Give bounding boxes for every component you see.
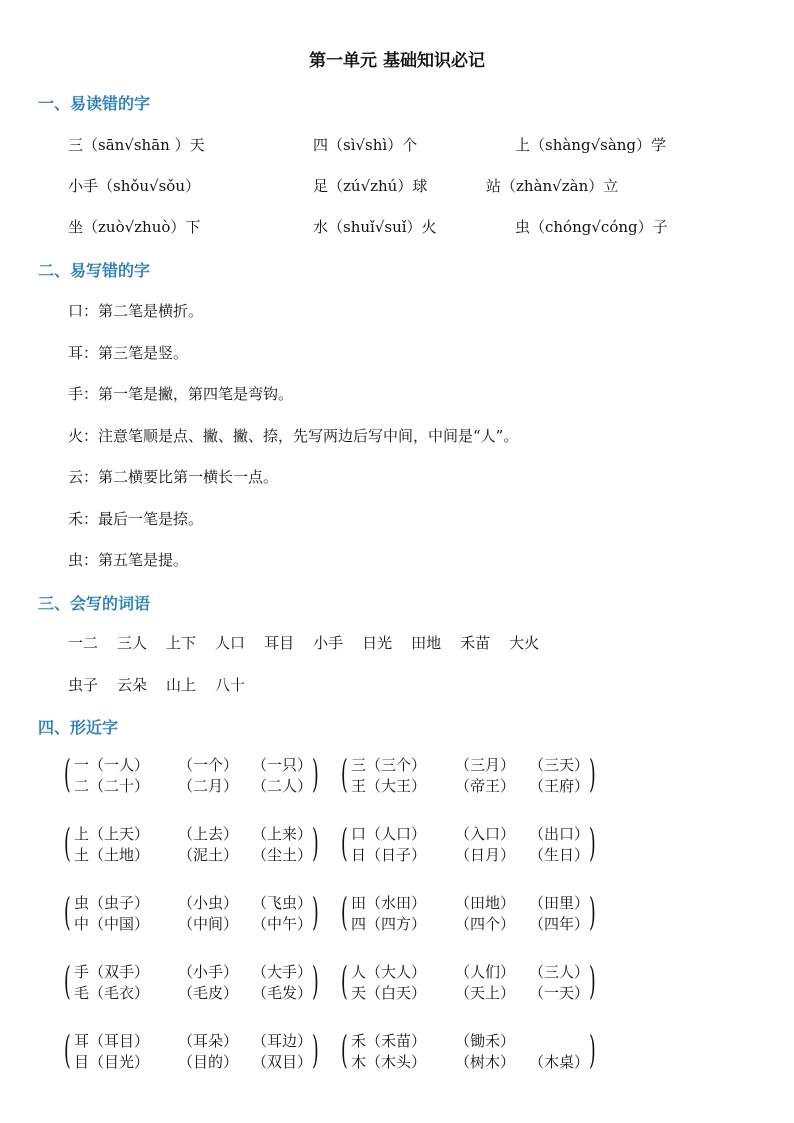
similar-word: （二月） <box>178 777 239 795</box>
word-row <box>68 632 558 653</box>
word: 人口 <box>215 634 246 652</box>
word: 八十 <box>215 676 246 694</box>
similar-word: 毛（毛衣） <box>74 984 150 1002</box>
similar-word: （四年） <box>529 915 590 933</box>
similar-group <box>341 754 601 798</box>
similar-word: （毛皮） <box>178 984 239 1002</box>
write-item: 口：第二笔是横折。 <box>68 302 204 320</box>
right-brace: ) <box>312 752 319 796</box>
similar-row <box>74 1030 326 1052</box>
similar-group <box>341 961 601 1005</box>
word: 耳目 <box>264 634 295 652</box>
similar-row <box>351 775 603 797</box>
similar-word: （木桌） <box>529 1053 590 1071</box>
similar-row <box>351 892 603 914</box>
similar-word: （田里） <box>529 894 590 912</box>
word: 云朵 <box>117 676 148 694</box>
similar-word: （一只） <box>252 756 313 774</box>
similar-word: （一天） <box>529 984 590 1002</box>
similar-word: 上（上天） <box>74 825 150 843</box>
similar-row <box>74 982 326 1004</box>
right-brace: ) <box>312 1028 319 1072</box>
similar-group <box>64 823 324 867</box>
section-heading-words: 三、会写的词语 <box>38 594 151 613</box>
left-brace: ( <box>64 821 71 865</box>
similar-word: 木（木头） <box>351 1053 427 1071</box>
right-brace: ) <box>589 1028 596 1072</box>
similar-word: 日（日子） <box>351 846 427 864</box>
similar-row <box>74 754 326 776</box>
similar-group <box>64 754 324 798</box>
similar-row <box>351 913 603 935</box>
similar-word: （出口） <box>529 825 590 843</box>
word: 三人 <box>117 634 148 652</box>
word: 大火 <box>509 634 540 652</box>
write-item: 手：第一笔是撇，第四笔是弯钩。 <box>68 385 294 403</box>
similar-word: （人们） <box>455 963 516 981</box>
word: 虫子 <box>68 676 99 694</box>
similar-word: （生日） <box>529 846 590 864</box>
similar-word: （三天） <box>529 756 590 774</box>
write-item: 禾：最后一笔是捺。 <box>68 510 204 528</box>
similar-word: （泥土） <box>178 846 239 864</box>
similar-row <box>351 1051 603 1073</box>
similar-group <box>341 892 601 936</box>
read-item: 站（zhàn√zàn）立 <box>486 177 619 195</box>
right-brace: ) <box>312 959 319 1003</box>
similar-row <box>74 892 326 914</box>
similar-word: （上去） <box>178 825 239 843</box>
similar-row <box>351 982 603 1004</box>
read-item: 虫（chóng√cóng）子 <box>515 218 668 236</box>
similar-row <box>351 823 603 845</box>
similar-word: （毛发） <box>252 984 313 1002</box>
similar-group <box>341 823 601 867</box>
similar-word: （日月） <box>455 846 516 864</box>
similar-row <box>74 775 326 797</box>
similar-word: （小手） <box>178 963 239 981</box>
section-heading-write: 二、易写错的字 <box>38 261 151 280</box>
similar-word: （入口） <box>455 825 516 843</box>
similar-row <box>74 913 326 935</box>
section-heading-similar: 四、形近字 <box>38 718 119 737</box>
similar-word: （大手） <box>252 963 313 981</box>
word: 上下 <box>166 634 197 652</box>
read-item: 三（sān√shān ）天 <box>68 136 205 154</box>
right-brace: ) <box>589 821 596 865</box>
similar-word: 手（双手） <box>74 963 150 981</box>
similar-word: （田地） <box>455 894 516 912</box>
similar-word: （三人） <box>529 963 590 981</box>
read-item: 水（shuǐ√suǐ）火 <box>313 218 437 236</box>
right-brace: ) <box>589 752 596 796</box>
right-brace: ) <box>589 890 596 934</box>
similar-word: 中（中国） <box>74 915 150 933</box>
read-item: 坐（zuò√zhuò）下 <box>68 218 201 236</box>
similar-word: （树木） <box>455 1053 516 1071</box>
similar-word: 耳（耳目） <box>74 1032 150 1050</box>
write-item: 耳：第三笔是竖。 <box>68 344 189 362</box>
similar-row <box>351 844 603 866</box>
read-item: 小手（shǒu√sǒu） <box>68 177 200 195</box>
right-brace: ) <box>312 890 319 934</box>
left-brace: ( <box>64 1028 71 1072</box>
similar-group <box>64 892 324 936</box>
similar-word: 人（大人） <box>351 963 427 981</box>
similar-word: 一（一人） <box>74 756 150 774</box>
word: 一二 <box>68 634 99 652</box>
left-brace: ( <box>64 752 71 796</box>
similar-row <box>74 844 326 866</box>
similar-word: 虫（虫子） <box>74 894 150 912</box>
similar-word: 土（土地） <box>74 846 150 864</box>
left-brace: ( <box>341 821 348 865</box>
similar-word: （中午） <box>252 915 313 933</box>
read-item: 足（zú√zhú）球 <box>313 177 428 195</box>
similar-row <box>351 1030 529 1052</box>
similar-word: 王（大王） <box>351 777 427 795</box>
similar-word: （中间） <box>178 915 239 933</box>
similar-word: （一个） <box>178 756 239 774</box>
right-brace: ) <box>589 959 596 1003</box>
similar-word: 天（白天） <box>351 984 427 1002</box>
similar-word: （四个） <box>455 915 516 933</box>
similar-word: 目（目光） <box>74 1053 150 1071</box>
similar-word: （飞虫） <box>252 894 313 912</box>
similar-word: 二（二十） <box>74 777 150 795</box>
similar-word: （目的） <box>178 1053 239 1071</box>
left-brace: ( <box>341 752 348 796</box>
similar-word: （天上） <box>455 984 516 1002</box>
similar-word: （耳朵） <box>178 1032 239 1050</box>
similar-word: 三（三个） <box>351 756 427 774</box>
similar-group <box>64 961 324 1005</box>
similar-word: （王府） <box>529 777 590 795</box>
read-item: 上（shàng√sàng）学 <box>515 136 667 154</box>
similar-row <box>74 961 326 983</box>
similar-word: （小虫） <box>178 894 239 912</box>
similar-word: （尘土） <box>252 846 313 864</box>
left-brace: ( <box>64 959 71 1003</box>
similar-group <box>64 1030 324 1074</box>
write-item: 火：注意笔顺是点、撇、撇、捺，先写两边后写中间，中间是“人”。 <box>68 427 519 445</box>
similar-word: （上来） <box>252 825 313 843</box>
similar-group <box>341 1030 601 1074</box>
similar-row <box>74 823 326 845</box>
left-brace: ( <box>341 1028 348 1072</box>
similar-word: （锄禾） <box>455 1032 516 1050</box>
write-item: 云：第二横要比第一横长一点。 <box>68 468 279 486</box>
similar-row <box>351 754 603 776</box>
section-heading-read: 一、易读错的字 <box>38 94 151 113</box>
page-title: 第一单元 基础知识必记 <box>309 51 485 71</box>
similar-word: 田（水田） <box>351 894 427 912</box>
word: 小手 <box>313 634 344 652</box>
left-brace: ( <box>64 890 71 934</box>
similar-word: 禾（禾苗） <box>351 1032 427 1050</box>
similar-word: （三月） <box>455 756 516 774</box>
similar-word: （双目） <box>252 1053 313 1071</box>
left-brace: ( <box>341 890 348 934</box>
word-row <box>68 674 264 695</box>
similar-word: 四（四方） <box>351 915 427 933</box>
left-brace: ( <box>341 959 348 1003</box>
right-brace: ) <box>312 821 319 865</box>
similar-word: （二人） <box>252 777 313 795</box>
similar-word: 口（人口） <box>351 825 427 843</box>
word: 日光 <box>362 634 393 652</box>
similar-row <box>351 961 603 983</box>
write-item: 虫：第五笔是提。 <box>68 551 189 569</box>
similar-row <box>74 1051 326 1073</box>
similar-word: （帝王） <box>455 777 516 795</box>
word: 田地 <box>411 634 442 652</box>
read-item: 四（sì√shì）个 <box>313 136 418 154</box>
word: 禾苗 <box>460 634 491 652</box>
word: 山上 <box>166 676 197 694</box>
similar-word: （耳边） <box>252 1032 313 1050</box>
